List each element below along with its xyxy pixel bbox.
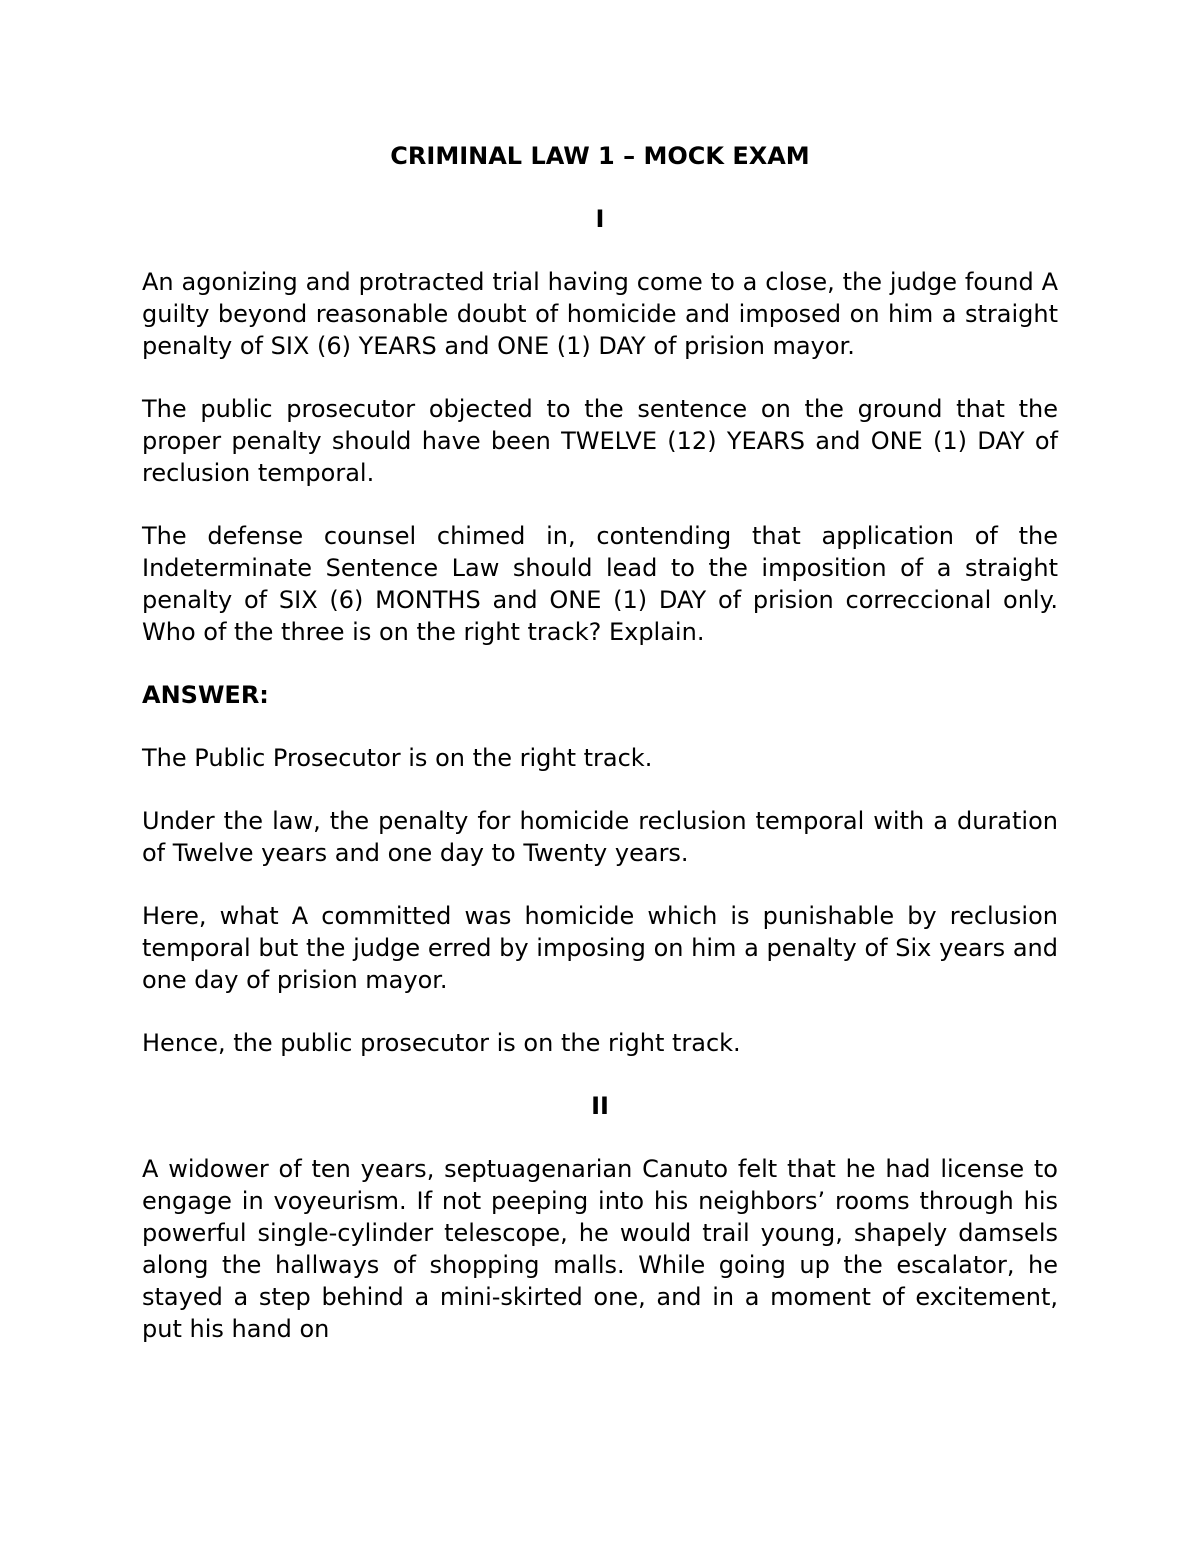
document-page — [142, 140, 1058, 1376]
section-number-i: I — [595, 205, 605, 233]
question-paragraph: A widower of ten years, septuagenarian Canuto felt that he had license to engage in voyeurism. If not peeping into his neighbors’ rooms through his powerful single-cylinder telescope, he would trail young, shapely damsels along the hallways of shopping malls. While going up the escalator, he stayed a step behind a mini-skirted one, and in a moment of excitement, put his hand on — [142, 1155, 1058, 1343]
answer-paragraph: Hence, the public prosecutor is on the right track. — [142, 1029, 741, 1057]
answer-label: ANSWER: — [142, 681, 269, 709]
answer-paragraph: The Public Prosecutor is on the right track. — [142, 744, 653, 772]
document-title: CRIMINAL LAW 1 – MOCK EXAM — [390, 142, 810, 170]
question-paragraph: The defense counsel chimed in, contending that application of the Indeterminate Sentence Law should lead to the imposition of a straight penalty of SIX (6) MONTHS and ONE (1) DAY of prision correccional only. Who of the three is on the right track? Explain. — [142, 522, 1058, 646]
answer-paragraph: Here, what A committed was homicide which is punishable by reclusion temporal but the judge erred by imposing on him a penalty of Six years and one day of prision mayor. — [142, 902, 1058, 994]
answer-paragraph: Under the law, the penalty for homicide reclusion temporal with a duration of Twelve years and one day to Twenty years. — [142, 807, 1058, 867]
question-paragraph: An agonizing and protracted trial having come to a close, the judge found A guilty beyond reasonable doubt of homicide and imposed on him a straight penalty of SIX (6) YEARS and ONE (1) DAY of prision mayor. — [142, 268, 1058, 360]
section-number-ii: II — [591, 1092, 609, 1120]
question-paragraph: The public prosecutor objected to the sentence on the ground that the proper penalty should have been TWELVE (12) YEARS and ONE (1) DAY of reclusion temporal. — [142, 395, 1058, 487]
